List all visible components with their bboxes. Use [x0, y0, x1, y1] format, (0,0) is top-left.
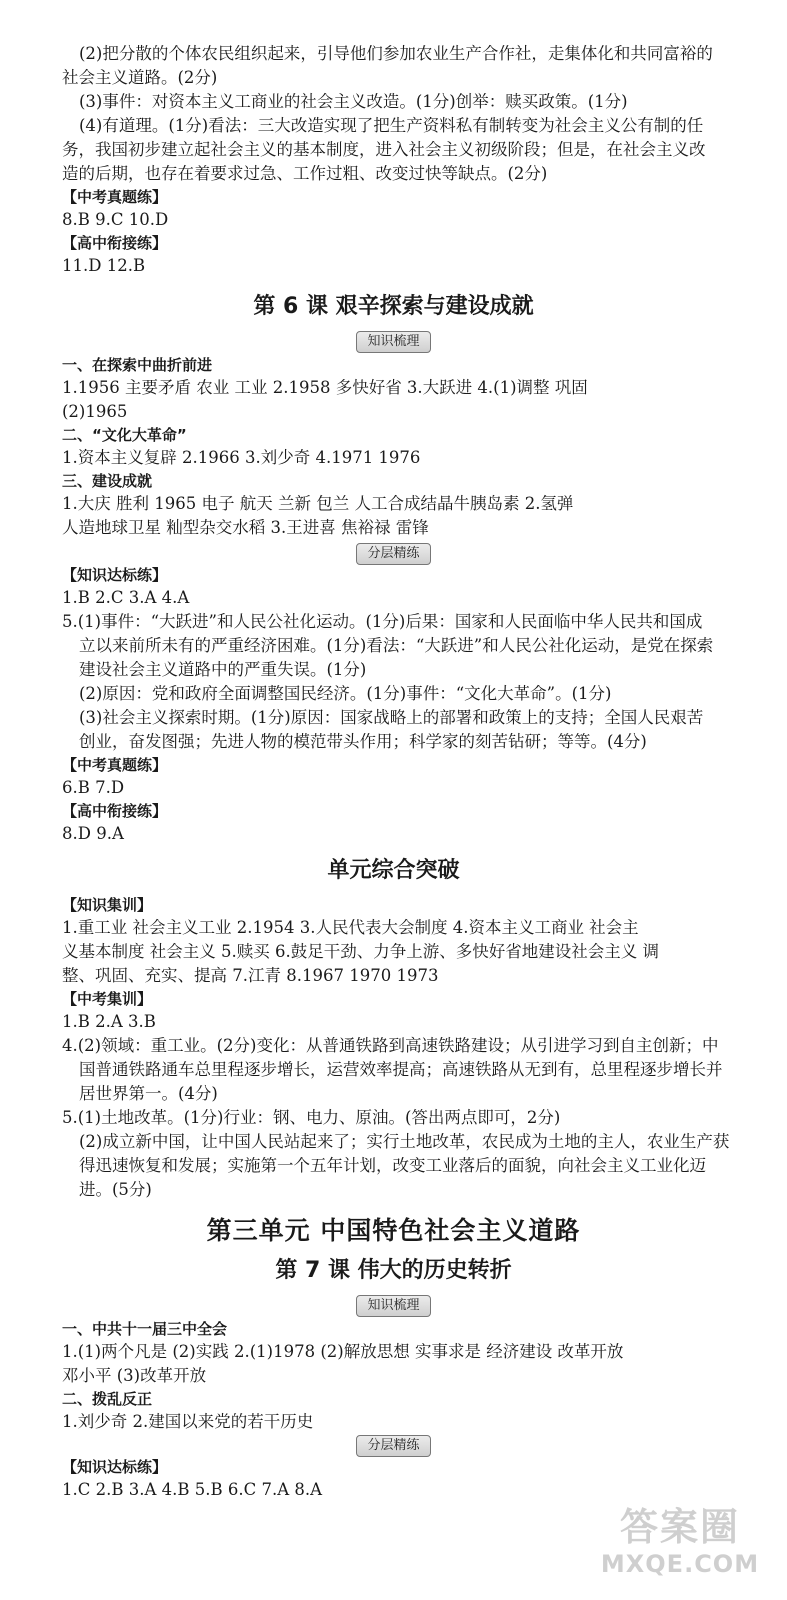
section-header: 【中考真题练】 — [62, 756, 168, 774]
text-line: 义基本制度 社会主义 5.赎买 6.鼓足干劲、力争上游、多快好省地建设社会主义 调 — [62, 942, 659, 961]
answer-line: 1.B 2.A 3.B — [62, 1012, 156, 1031]
section-header: 【中考集训】 — [62, 990, 153, 1008]
section-badge: 知识梳理 — [356, 331, 430, 353]
text-line: 务，我国初步建立起社会主义的基本制度，进入社会主义初级阶段；但是，在社会主义改 — [62, 140, 706, 159]
text-line: (3)事件：对资本主义工商业的社会主义改造。(1分)创举：赎买政策。(1分) — [79, 92, 628, 111]
text-line: 1.刘少奇 2.建国以来党的若干历史 — [62, 1412, 314, 1431]
text-line: 4.(2)领域：重工业。(2分)变化：从普通铁路到高速铁路建设；从引进学习到自主创新；中 — [62, 1036, 719, 1055]
text-line: (2)1965 — [62, 402, 128, 421]
section-badge: 分层精练 — [356, 1435, 430, 1457]
badge-row — [0, 1294, 787, 1317]
subsection-header: 二、“文化大革命” — [62, 426, 187, 444]
subsection-header: 三、建设成就 — [62, 472, 153, 490]
text-line: 国普通铁路通车总里程逐步增长，运营效率提高；高速铁路从无到有，总里程逐步增长并 — [79, 1060, 723, 1079]
subsection-header: 二、拨乱反正 — [62, 1390, 153, 1408]
text-line: 造的后期，也存在着要求过急、工作过粗、改变过快等缺点。(2分) — [62, 164, 548, 183]
text-line: 立以来前所未有的严重经济困难。(1分)看法：“大跃进”和人民公社化运动，是党在探索 — [79, 636, 714, 655]
subsection-header: 一、在探索中曲折前进 — [62, 356, 213, 374]
watermark-logo — [580, 1505, 780, 1595]
answer-line: 1.C 2.B 3.A 4.B 5.B 6.C 7.A 8.A — [62, 1480, 323, 1499]
text-line: 人造地球卫星 籼型杂交水稻 3.王进喜 焦裕禄 雷锋 — [62, 518, 429, 537]
lesson-title: 第 7 课 伟大的历史转折 — [275, 1258, 512, 1283]
section-badge: 分层精练 — [356, 543, 430, 565]
text-line: 1.重工业 社会主义工业 2.1954 3.人民代表大会制度 4.资本主义工商业 社会主 — [62, 918, 639, 937]
watermark-top-text: 答案圈 — [619, 1505, 740, 1549]
answer-line: 8.B 9.C 10.D — [62, 210, 169, 229]
text-line: (2)把分散的个体农民组织起来，引导他们参加农业生产合作社，走集体化和共同富裕的 — [79, 44, 713, 63]
answer-line: 6.B 7.D — [62, 778, 125, 797]
text-line: 1.1956 主要矛盾 农业 工业 2.1958 多快好省 3.大跃进 4.(1)调整 巩固 — [62, 378, 588, 397]
text-line: 1.大庆 胜利 1965 电子 航天 兰新 包兰 人工合成结晶牛胰岛素 2.氢弹 — [62, 494, 574, 513]
text-line: 居世界第一。(4分) — [79, 1084, 218, 1103]
section-header: 【知识集训】 — [62, 896, 153, 914]
text-line: (2)原因：党和政府全面调整国民经济。(1分)事件：“文化大革命”。(1分) — [79, 684, 612, 703]
text-line: 5.(1)事件：“大跃进”和人民公社化运动。(1分)后果：国家和人民面临中华人民共和国成 — [62, 612, 703, 631]
section-header: 【中考真题练】 — [62, 188, 168, 206]
unit-title: 第三单元 中国特色社会主义道路 — [206, 1216, 581, 1245]
badge-row — [0, 1434, 787, 1457]
text-line: 5.(1)土地改革。(1分)行业：钢、电力、原油。(答出两点即可，2分) — [62, 1108, 561, 1127]
text-line: 邓小平 (3)改革开放 — [62, 1366, 207, 1385]
section-badge: 知识梳理 — [356, 1295, 430, 1317]
text-line: 1.(1)两个凡是 (2)实践 2.(1)1978 (2)解放思想 实事求是 经济建设 改革开放 — [62, 1342, 624, 1361]
text-line: (2)成立新中国，让中国人民站起来了；实行土地改革，农民成为土地的主人，农业生产获 — [79, 1132, 730, 1151]
answer-line: 11.D 12.B — [62, 256, 146, 275]
text-line: 整、巩固、充实、提高 7.江青 8.1967 1970 1973 — [62, 966, 439, 985]
text-line: (4)有道理。(1分)看法：三大改造实现了把生产资料私有制转变为社会主义公有制的任 — [79, 116, 704, 135]
answer-line: 8.D 9.A — [62, 824, 124, 843]
text-line: 建设社会主义道路中的严重失误。(1分) — [79, 660, 367, 679]
section-header: 【知识达标练】 — [62, 1458, 168, 1476]
text-line: 得迅速恢复和发展；实施第一个五年计划，改变工业落后的面貌，向社会主义工业化迈 — [79, 1156, 706, 1175]
unit-review-title: 单元综合突破 — [327, 858, 460, 883]
lesson-title: 第 6 课 艰辛探索与建设成就 — [253, 294, 534, 319]
text-line: 社会主义道路。(2分) — [62, 68, 218, 87]
section-header: 【高中衔接练】 — [62, 802, 168, 820]
text-line: 创业，奋发图强；先进人物的模范带头作用；科学家的刻苦钻研；等等。(4分) — [79, 732, 647, 751]
text-line: 1.资本主义复辟 2.1966 3.刘少奇 4.1971 1976 — [62, 448, 421, 467]
section-header: 【高中衔接练】 — [62, 234, 168, 252]
answer-line: 1.B 2.C 3.A 4.A — [62, 588, 190, 607]
text-line: 进。(5分) — [79, 1180, 152, 1199]
subsection-header: 一、中共十一届三中全会 — [62, 1320, 228, 1338]
text-line: (3)社会主义探索时期。(1分)原因：国家战略上的部署和政策上的支持；全国人民艰苦 — [79, 708, 704, 727]
watermark-bottom-text: MXQE.COM — [600, 1550, 760, 1578]
badge-row — [0, 542, 787, 565]
section-header: 【知识达标练】 — [62, 566, 168, 584]
badge-row — [0, 330, 787, 353]
